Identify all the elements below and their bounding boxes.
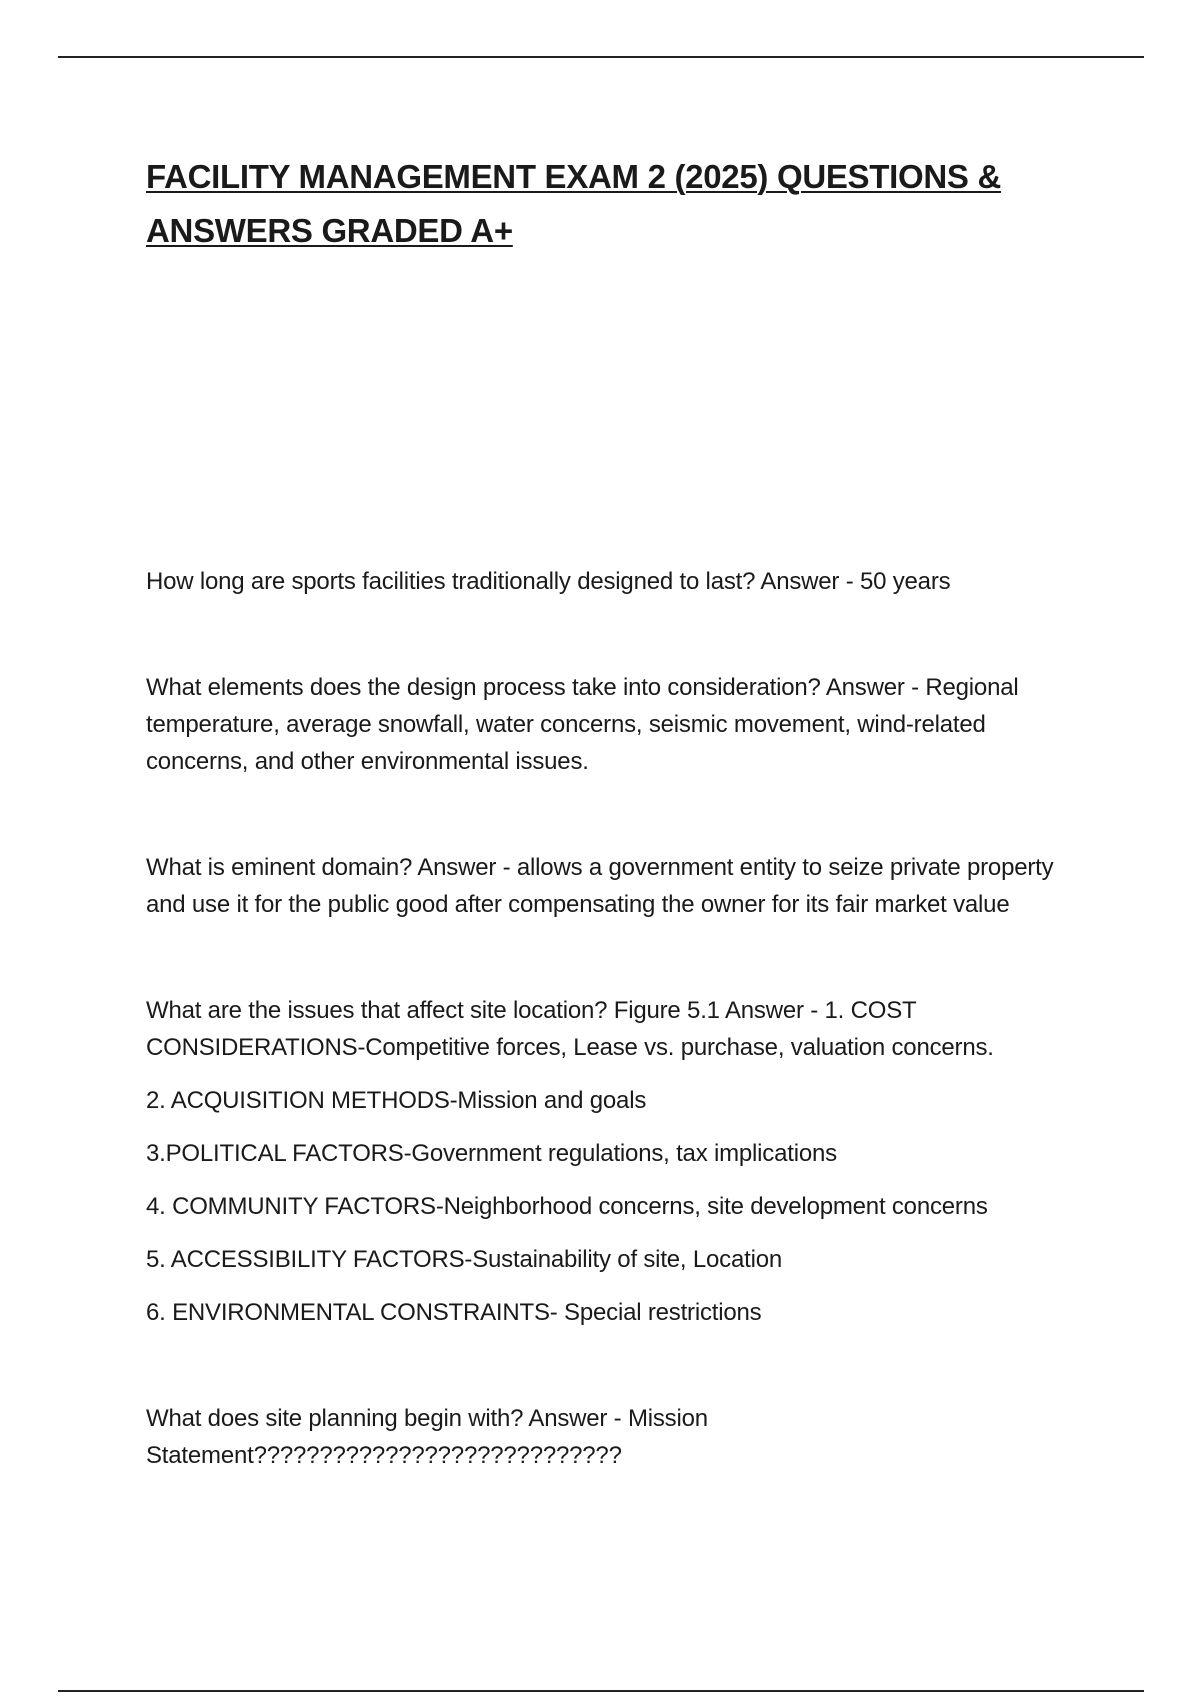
site-location-item: 6. ENVIRONMENTAL CONSTRAINTS- Special restrictions (146, 1299, 762, 1326)
site-location-item: 2. ACQUISITION METHODS-Mission and goals (146, 1087, 647, 1114)
footer-rule (58, 1690, 1144, 1692)
site-location-item: 3.POLITICAL FACTORS-Government regulations, tax implications (146, 1140, 837, 1167)
qa-item-design-elements: What elements does the design process take into consideration? Answer - Regional temperature, average snowfall, water concerns, seismic movement, wind-related concerns, and other environmental issues. (146, 674, 1019, 775)
document-body (146, 150, 1076, 1474)
qa-item-site-location: What are the issues that affect site location? Figure 5.1 Answer - 1. COST CONSIDERATIONS-Competitive forces, Lease vs. purchase, valuation concerns. (146, 997, 994, 1061)
qa-item-facility-lifespan: How long are sports facilities traditionally designed to last? Answer - 50 years (146, 568, 951, 595)
site-location-item: 4. COMMUNITY FACTORS-Neighborhood concerns, site development concerns (146, 1193, 988, 1220)
site-location-item: 5. ACCESSIBILITY FACTORS-Sustainability of site, Location (146, 1246, 783, 1273)
qa-list (146, 563, 1076, 1474)
qa-item-eminent-domain: What is eminent domain? Answer - allows a government entity to seize private property and use it for the public good after compensating the owner for its fair market value (146, 854, 1054, 918)
document-title: FACILITY MANAGEMENT EXAM 2 (2025) QUESTIONS & ANSWERS GRADED A+ (146, 158, 1002, 249)
header-rule (58, 56, 1144, 58)
qa-item-site-planning: What does site planning begin with? Answer - Mission Statement???????????????????????????? (146, 1405, 708, 1469)
